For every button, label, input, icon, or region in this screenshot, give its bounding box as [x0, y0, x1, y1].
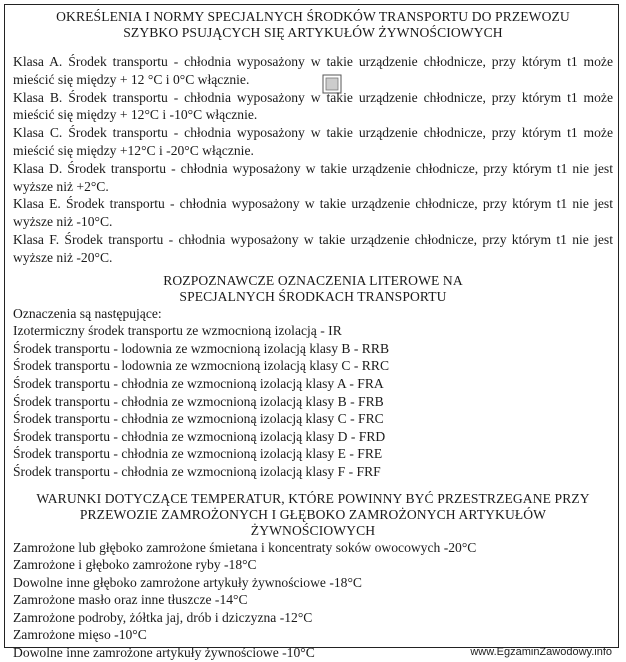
temperatures-list	[13, 539, 613, 662]
list-item: Środek transportu - chłodnia ze wzmocnioną izolacją klasy C - FRC	[13, 411, 384, 427]
list-item: Zamrożone mięso -10°C	[13, 627, 147, 643]
list-item: Izotermiczny środek transportu ze wzmocnioną izolacją - IR	[13, 323, 342, 339]
list-item: Środek transportu - chłodnia ze wzmocnioną izolacją klasy A - FRA	[13, 375, 384, 391]
list-item: Dowolne inne zamrożone artykuły żywnościowe -10°C	[13, 645, 315, 661]
list-item: Zamrożone masło oraz inne tłuszcze -14°C	[13, 592, 248, 608]
list-item: Środek transportu - chłodnia ze wzmocnioną izolacją klasy E - FRE	[13, 446, 383, 462]
markings-intro: Oznaczenia są następujące:	[13, 305, 162, 321]
class-c-text: Klasa C. Środek transportu - chłodnia wyposażony w takie urządzenie chłodnicze, przy którym t1 może mieścić się między +12°C i -20°C włącznie.	[13, 125, 613, 158]
class-d-text: Klasa D. Środek transportu - chłodnia wyposażony w takie urządzenie chłodnicze, przy którym t1 nie jest wyższe niż +2°C.	[13, 160, 613, 194]
list-item: Środek transportu - chłodnia ze wzmocnioną izolacją klasy D - FRD	[13, 428, 386, 444]
list-item: Środek transportu - lodownia ze wzmocnioną izolacją klasy C - RRC	[13, 358, 390, 374]
watermark-link[interactable]: www.EgzaminZawodowy.info	[470, 646, 612, 658]
class-b-text: Klasa B. Środek transportu - chłodnia wyposażony w takie urządzenie chłodnicze, przy którym t1 może mieścić się między + 12°C i -10°C włącznie.	[13, 89, 613, 123]
class-a-text: Klasa A. Środek transportu - chłodnia wyposażony w takie urządzenie chłodnicze, przy którym t1 może mieścić się między + 12 °C i 0°C włącznie.	[13, 54, 613, 87]
section-heading-markings: ROZPOZNAWCZE OZNACZENIA LITEROWE NA SPECJALNYCH ŚRODKACH TRANSPORTU	[163, 272, 463, 304]
class-definitions	[13, 53, 613, 267]
list-item: Zamrożone podroby, żółtka jaj, drób i dziczyzna -12°C	[13, 609, 313, 625]
list-item: Środek transportu - lodownia ze wzmocnioną izolacją klasy B - RRB	[13, 340, 390, 356]
list-item: Zamrożone i głęboko zamrożone ryby -18°C	[13, 557, 257, 573]
list-item: Zamrożone lub głęboko zamrożone śmietana i koncentraty soków owocowych -20°C	[13, 539, 477, 555]
section-heading-norms: OKREŚLENIA I NORMY SPECJALNYCH ŚRODKÓW TRANSPORTU DO PRZEWOZU SZYBKO PSUJĄCYCH SIĘ ARTYKUŁÓW ŻYWNOŚCIOWYCH	[56, 9, 570, 40]
markings-list	[13, 305, 613, 481]
list-item: Dowolne inne głęboko zamrożone artykuły żywnościowe -18°C	[13, 574, 362, 590]
class-f-text: Klasa F. Środek transportu - chłodnia wyposażony w takie urządzenie chłodnicze, przy którym t1 nie jest wyższe niż -20°C.	[13, 231, 613, 265]
list-item: Środek transportu - chłodnia ze wzmocnioną izolacją klasy F - FRF	[13, 463, 381, 479]
list-item: Środek transportu - chłodnia ze wzmocnioną izolacją klasy B - FRB	[13, 393, 384, 409]
class-e-text: Klasa E. Środek transportu - chłodnia wyposażony w takie urządzenie chłodnicze, przy którym t1 nie jest wyższe niż -10°C.	[13, 196, 613, 230]
document-content	[13, 9, 613, 662]
section-heading-temperatures: WARUNKI DOTYCZĄCE TEMPERATUR, KTÓRE POWINNY BYĆ PRZESTRZEGANE PRZY PRZEWOZIE ZAMROŻONYCH I GŁĘBOKO ZAMROŻONYCH ARTYKUŁÓW ŻYWNOŚCIOWYCH	[36, 490, 590, 538]
